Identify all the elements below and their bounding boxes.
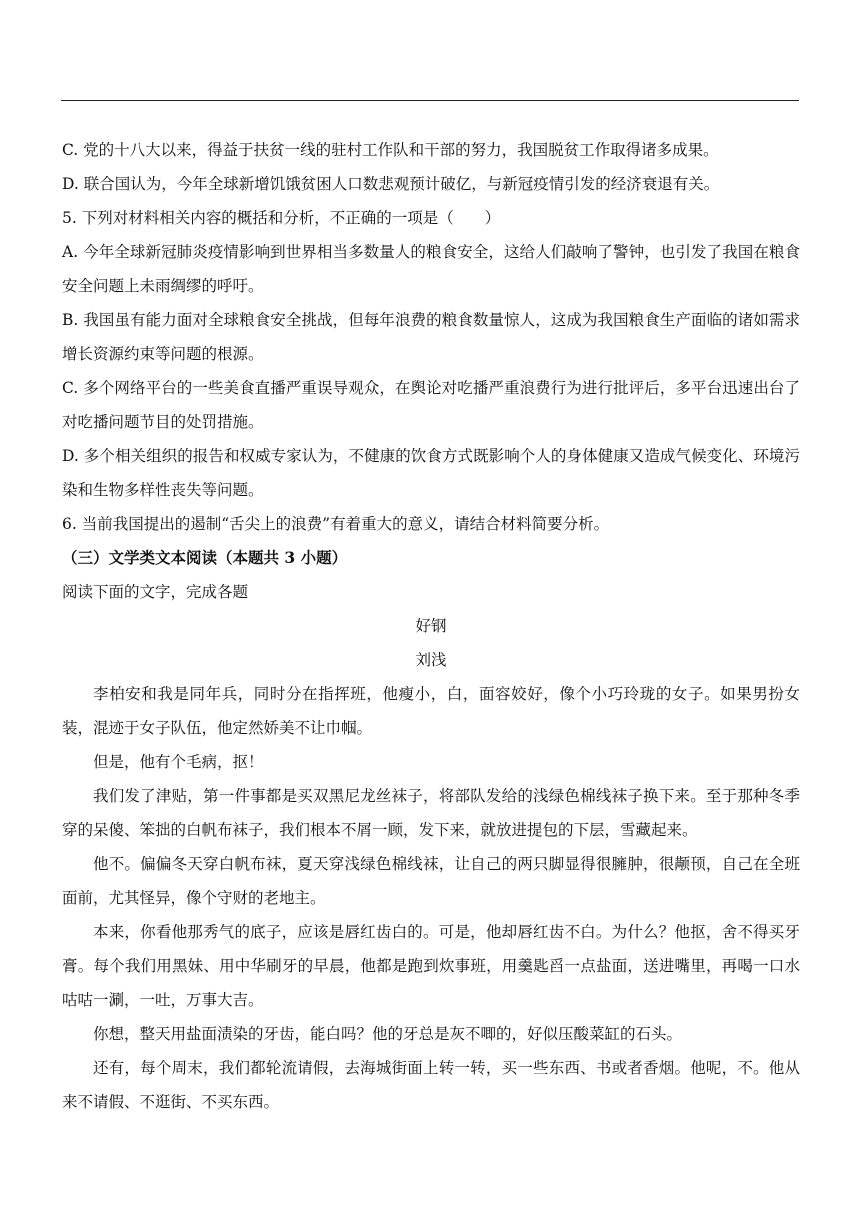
header-rule: [61, 100, 799, 101]
story-paragraph: 我们发了津贴，第一件事都是买双黑尼龙丝袜子，将部队发给的浅绿色棉线袜子换下来。至于那种冬季穿的呆傻、笨拙的白帆布袜子，我们根本不屑一顾，发下来，就放进提包的下层，雪藏起来。: [62, 787, 800, 839]
story-author: 刘浅: [415, 651, 447, 669]
section-heading: （三）文学类文本阅读（本题共 3 小题）: [62, 548, 348, 567]
story-paragraph: 你想，整天用盐面渍染的牙齿，能白吗？他的牙总是灰不唧的，好似压酸菜缸的石头。: [93, 1025, 683, 1043]
q5-option-b: B. 我国虽有能力面对全球粮食安全挑战，但每年浪费的粮食数量惊人，这成为我国粮食生产面临的诸如需求增长资源约束等问题的根源。: [62, 311, 800, 363]
story-paragraph: 李柏安和我是同年兵，同时分在指挥班，他瘦小，白，面容姣好，像个小巧玲珑的女子。如果男扮女装，混迹于女子队伍，他定然娇美不让巾帼。: [62, 685, 800, 737]
q4-option-d: D. 联合国认为，今年全球新增饥饿贫困人口数悲观预计破亿，与新冠疫情引发的经济衰退有关。: [62, 175, 720, 193]
section-instruction: 阅读下面的文字，完成各题: [62, 583, 249, 601]
story-paragraph: 还有，每个周末，我们都轮流请假，去海城街面上转一转，买一些东西、书或者香烟。他呢，不。他从来不请假、不逛街、不买东西。: [62, 1059, 800, 1111]
story-title: 好钢: [415, 617, 447, 635]
q5-option-c: C. 多个网络平台的一些美食直播严重误导观众，在舆论对吃播严重浪费行为进行批评后，多平台迅速出台了对吃播问题节目的处罚措施。: [62, 379, 800, 431]
q4-option-c: C. 党的十八大以来，得益于扶贫一线的驻村工作队和干部的努力，我国脱贫工作取得诸多成果。: [62, 141, 719, 159]
story-paragraph: 但是，他有个毛病，抠！: [93, 753, 264, 771]
document-body: [62, 133, 800, 1119]
q6-stem: 6. 当前我国提出的遏制“舌尖上的浪费”有着重大的意义，请结合材料简要分析。: [62, 515, 610, 533]
story-paragraph: 本来，你看他那秀气的底子，应该是唇红齿白的。可是，他却唇红齿不白。为什么？他抠，舍不得买牙膏。每个我们用黑妹、用中华刷牙的早晨，他都是跑到炊事班，用羹匙舀一点盐面，送进嘴里，再喝一口水咕咕一涮，一吐，万事大吉。: [62, 923, 800, 1009]
q5-stem: 5. 下列对材料相关内容的概括和分析，不正确的一项是（ ）: [62, 209, 501, 227]
story-paragraph: 他不。偏偏冬天穿白帆布袜，夏天穿浅绿色棉线袜，让自己的两只脚显得很臃肿，很颟顸，自己在全班面前，尤其怪异，像个守财的老地主。: [62, 855, 800, 907]
q5-option-d: D. 多个相关组织的报告和权威专家认为，不健康的饮食方式既影响个人的身体健康又造成气候变化、环境污染和生物多样性丧失等问题。: [62, 447, 800, 499]
q5-option-a: A. 今年全球新冠肺炎疫情影响到世界相当多数量人的粮食安全，这给人们敲响了警钟，也引发了我国在粮食安全问题上未雨绸缪的呼吁。: [62, 243, 800, 295]
